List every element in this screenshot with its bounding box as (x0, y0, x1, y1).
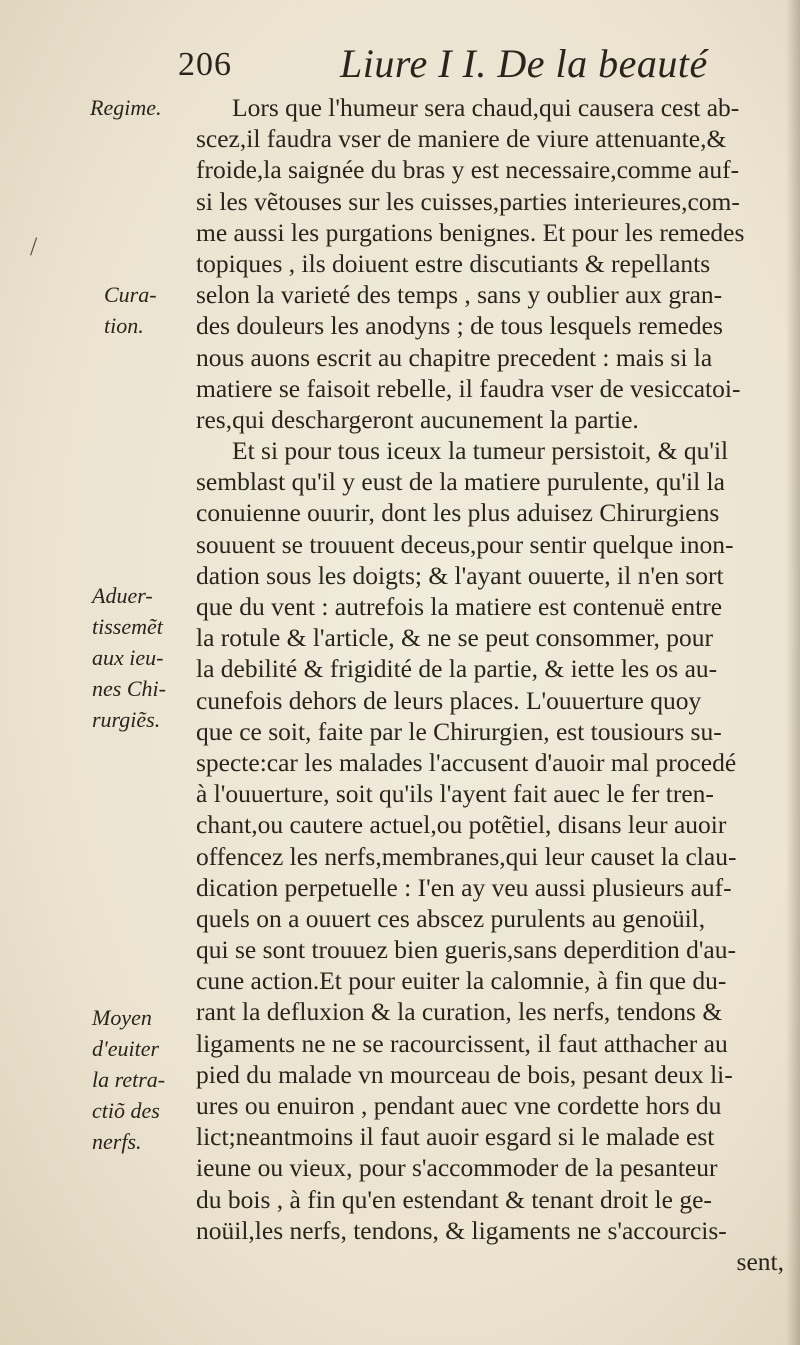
text-line: qui se sont trouuez bien gueris,sans deperdition d'au- (196, 935, 736, 965)
margin-note-line: la retra- (92, 1067, 166, 1092)
text-line: que du vent : autrefois la matiere est contenuë entre (196, 592, 723, 621)
text-line: du bois , à fin qu'en estendant & tenant droit le ge- (196, 1184, 712, 1214)
text-line: topiques , ils doiuent estre discutiants & repellants (196, 248, 711, 278)
text-line: pied du malade vn mourceau de bois, pesant deux li- (196, 1059, 733, 1089)
catchword: sent, (736, 1246, 784, 1276)
text-line: ures ou enuiron , pendant auec vne cordette hors du (196, 1091, 722, 1120)
text-line: semblast qu'il y eust de la matiere purulente, qu'il la (196, 467, 725, 497)
text-line: souuent se trouuent deceus,pour sentir quelque inon- (196, 529, 734, 559)
margin-note-line: Regime. (90, 95, 162, 120)
body-text (196, 92, 792, 1277)
margin-note-line: ctiõ des (92, 1098, 160, 1123)
margin-note-line: rurgiẽs. (92, 707, 161, 732)
text-line: dication perpetuelle : I'en ay veu aussi plusieurs auf- (196, 872, 732, 902)
text-line: nous auons escrit au chapitre precedent : mais si la (196, 342, 713, 372)
text-line: cune action.Et pour euiter la calomnie, à fin que du- (196, 966, 727, 996)
text-line: specte:car les malades l'accusent d'auoir mal procedé (196, 747, 737, 777)
margin-note-line: aux ieu- (92, 645, 164, 670)
margin-note-moyen (92, 1002, 187, 1157)
margin-note-line: tissemẽt (92, 614, 163, 639)
text-line: offencez les nerfs,membranes,qui leur causet la clau- (196, 841, 737, 871)
text-line: à l'ouuerture, soit qu'ils l'ayent fait auec le fer tren- (196, 779, 714, 809)
margin-note-regime (90, 92, 185, 123)
text-line: ligaments ne ne se racourcissent, il faut atthacher au (196, 1028, 728, 1058)
text-line: si les vẽtouses sur les cuisses,parties interieures,com- (196, 186, 740, 216)
page-number: 206 (178, 46, 232, 83)
margin-note-line: d'euiter (92, 1036, 160, 1061)
text-line: Et si pour tous iceux la tumeur persistoit, & qu'il (232, 436, 729, 466)
margin-note-aduertissement (92, 580, 187, 735)
text-line: la rotule & l'article, & ne se peut consommer, pour (196, 623, 713, 653)
margin-note-curation (104, 279, 199, 341)
margin-note-line: nerfs. (92, 1129, 142, 1154)
margin-note-line: tion. (104, 313, 144, 338)
text-line: froide,la saignée du bras y est necessaire,comme auf- (196, 155, 740, 185)
text-line: selon la varieté des temps , sans y oublier aux gran- (196, 280, 723, 310)
text-line: des douleurs les anodyns ; de tous lesquels remedes (196, 311, 723, 341)
margin-notes (0, 0, 190, 1345)
text-line: quels on a ouuert ces abscez purulents au genoüil, (196, 903, 706, 933)
text-line: scez,il faudra vser de maniere de viure attenuante,& (196, 124, 727, 154)
text-line: la debilité & frigidité de la partie, & iette les os au- (196, 654, 718, 684)
text-line: lict;neantmoins il faut auoir esgard si le malade est (196, 1122, 715, 1152)
margin-note-line: Cura- (104, 282, 157, 307)
margin-note-line: Aduer- (92, 583, 153, 608)
text-line: res,qui deschargeront aucunement la partie. (196, 404, 639, 434)
text-line: conuienne ouurir, dont les plus aduisez Chirurgiens (196, 498, 720, 528)
running-title: Liure I I. De la beauté (340, 41, 708, 86)
margin-note-line: Moyen (92, 1005, 152, 1030)
text-line: dation sous les doigts; & l'ayant ouuerte, il n'en sort (196, 560, 724, 590)
text-line: que ce soit, faite par le Chirurgien, est tousiours su- (196, 716, 722, 746)
text-line: me aussi les purgations benignes. Et pour les remedes (196, 217, 745, 247)
text-line: Lors que l'humeur sera chaud,qui causera cest ab- (232, 93, 740, 122)
text-line: ieune ou vieux, pour s'accommoder de la pesanteur (196, 1153, 718, 1183)
text-line: rant la defluxion & la curation, les nerfs, tendons & (196, 997, 723, 1027)
margin-note-line: nes Chi- (92, 676, 166, 701)
text-line: noüil,les nerfs, tendons, & ligaments ne s'accourcis- (196, 1215, 727, 1245)
text-line: matiere se faisoit rebelle, il faudra vser de vesiccatoi- (196, 373, 741, 403)
text-line: chant,ou cautere actuel,ou potẽtiel, disans leur auoir (196, 810, 727, 840)
text-line: cunefois dehors de leurs places. L'ouuerture quoy (196, 685, 702, 715)
stray-pencil-mark: / (30, 232, 38, 261)
